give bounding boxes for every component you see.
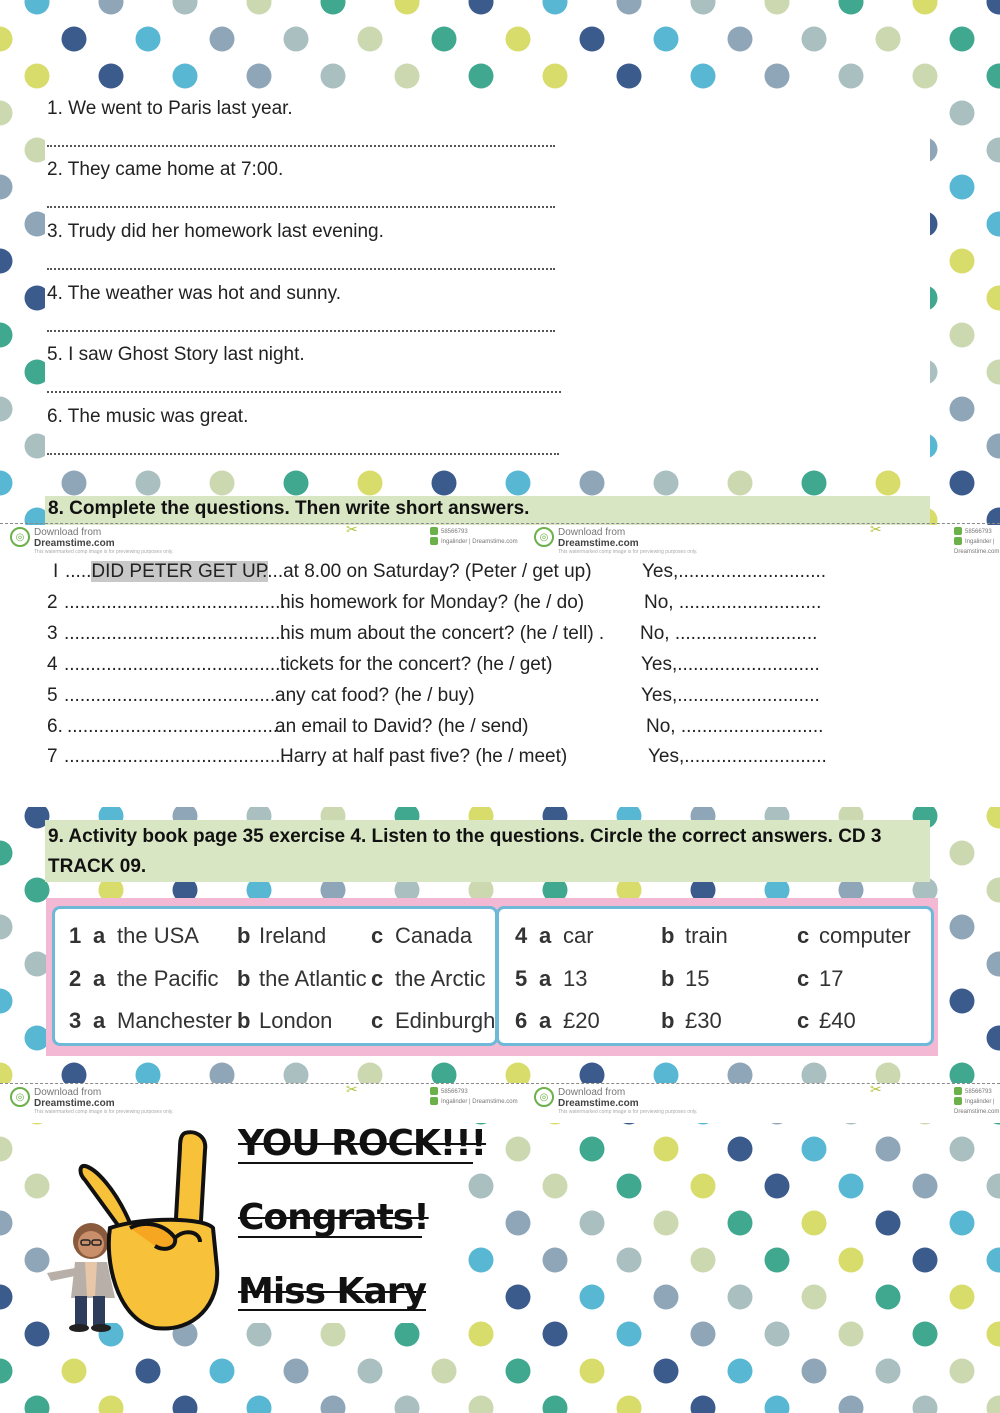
short-answer[interactable]: Yes,........................... xyxy=(648,746,827,767)
polka-dot xyxy=(654,1359,679,1384)
scissors-icon: ✂ xyxy=(346,521,358,537)
polka-dot xyxy=(99,1396,124,1413)
polka-dot xyxy=(654,1137,679,1162)
question-stem: ....at 8.00 on Saturday? (Peter / get up) xyxy=(262,561,592,582)
polka-dot xyxy=(469,1174,494,1199)
polka-dot xyxy=(321,1396,346,1413)
option-a[interactable]: £20 xyxy=(563,1008,600,1033)
polka-dot xyxy=(728,1359,753,1384)
polka-dot xyxy=(580,1359,605,1384)
polka-dot xyxy=(543,1322,568,1347)
polka-dot xyxy=(950,1211,975,1236)
signoff-underline-1 xyxy=(238,1162,473,1164)
section-8-heading: 8. Complete the questions. Then write short answers. xyxy=(45,496,930,525)
polka-dot xyxy=(987,878,1000,903)
polka-dot xyxy=(469,1322,494,1347)
polka-dot xyxy=(876,1285,901,1310)
polka-dot xyxy=(506,1137,531,1162)
question-blank[interactable]: .....DID PETER GET UP xyxy=(65,561,269,582)
watermark-id: 58566793 Ingalinder | Dreamstime.com xyxy=(430,1087,518,1107)
wm-line1: Download from xyxy=(34,527,102,538)
polka-dot xyxy=(25,1396,50,1413)
question-blank[interactable]: ........................................... xyxy=(64,623,291,644)
question-stem: Harry at half past five? (he / meet) xyxy=(280,746,568,767)
polka-dot xyxy=(543,1396,568,1413)
option-b[interactable]: 15 xyxy=(685,966,710,991)
polka-dot xyxy=(432,1359,457,1384)
polka-dot xyxy=(580,1285,605,1310)
polka-dot xyxy=(247,1396,272,1413)
polka-dot xyxy=(728,1137,753,1162)
polka-dot xyxy=(987,952,1000,977)
sentence-3: 3. Trudy did her homework last evening. xyxy=(47,221,384,242)
wm-line1: Download from xyxy=(34,1087,102,1098)
polka-dot xyxy=(469,1248,494,1273)
polka-dot xyxy=(506,1285,531,1310)
polka-dot xyxy=(136,1359,161,1384)
answer-options-box xyxy=(46,898,938,1056)
short-answer[interactable]: Yes,........................... xyxy=(641,654,820,675)
polka-dot xyxy=(765,1322,790,1347)
dreamstime-logo-icon: ◎ xyxy=(10,527,30,547)
polka-dot xyxy=(802,1285,827,1310)
signoff-underline-3 xyxy=(238,1309,426,1311)
question-blank[interactable]: ........................................... xyxy=(64,592,291,613)
option-b[interactable]: Ireland xyxy=(259,923,327,948)
question-number: 7 xyxy=(47,746,58,767)
option-b[interactable]: train xyxy=(685,923,728,948)
watermark-id: 58566793 Ingalinder | Dreamstime.com xyxy=(430,527,518,547)
polka-dot xyxy=(802,1359,827,1384)
polka-dot xyxy=(0,989,13,1014)
short-answer[interactable]: No, ........................... xyxy=(646,716,824,737)
polka-dot xyxy=(691,1248,716,1273)
option-c[interactable]: 17 xyxy=(819,966,844,991)
watermark-id: 58566793 Ingalinder | Dreamstime.com xyxy=(954,529,1000,555)
short-answer[interactable]: Yes,........................... xyxy=(641,685,820,706)
polka-dot xyxy=(543,1174,568,1199)
question-number: 2 xyxy=(47,592,58,613)
polka-dot xyxy=(839,1248,864,1273)
polka-dot xyxy=(802,1137,827,1162)
polka-dot xyxy=(395,1396,420,1413)
question-stem: any cat food? (he / buy) xyxy=(275,685,475,706)
option-a[interactable]: the Pacific xyxy=(117,966,219,991)
sentence-1: 1. We went to Paris last year. xyxy=(47,98,293,119)
wm-line1: Download from xyxy=(558,1087,626,1098)
polka-dot xyxy=(617,1396,642,1413)
scissors-icon: ✂ xyxy=(870,1081,882,1097)
watermark-badge xyxy=(534,1087,697,1115)
polka-dot xyxy=(839,1322,864,1347)
filled-answer: DID PETER GET UP xyxy=(91,561,269,582)
option-c[interactable]: Canada xyxy=(395,923,473,948)
polka-dot xyxy=(728,1211,753,1236)
question-number: I xyxy=(53,561,59,582)
polka-dot xyxy=(913,1174,938,1199)
polka-dot xyxy=(691,1396,716,1413)
question-stem: an email to David? (he / send) xyxy=(275,716,529,737)
polka-dot xyxy=(358,1359,383,1384)
option-c[interactable]: computer xyxy=(819,923,911,948)
polka-dot xyxy=(876,1137,901,1162)
polka-dot xyxy=(580,1137,605,1162)
polka-dot xyxy=(0,1359,13,1384)
wm-line3: This watermarked comp image is for previewing purposes only. xyxy=(558,1109,698,1115)
option-b[interactable]: £30 xyxy=(685,1008,722,1033)
short-answer[interactable]: No, ........................... xyxy=(644,592,822,613)
question-stem: his homework for Monday? (he / do) xyxy=(280,592,585,613)
question-number: 4 xyxy=(47,654,58,675)
polka-dot xyxy=(765,1248,790,1273)
wm-line3: This watermarked comp image is for previewing purposes only. xyxy=(558,549,698,555)
section-9-heading: 9. Activity book page 35 exercise 4. Listen to the questions. Circle the correct answers. CD 3 TRACK 09. xyxy=(45,820,930,882)
polka-dot xyxy=(950,1137,975,1162)
wm-line2: Dreamstime.com xyxy=(34,538,115,549)
option-c[interactable]: the Arctic xyxy=(395,966,486,991)
wm-line2: Dreamstime.com xyxy=(558,538,639,549)
question-number: 6. xyxy=(47,716,63,737)
scissors-icon: ✂ xyxy=(346,1081,358,1097)
polka-dot xyxy=(506,1211,531,1236)
wm-line1: Download from xyxy=(558,527,626,538)
polka-dot xyxy=(987,1248,1000,1273)
polka-dot xyxy=(0,1137,13,1162)
polka-dot xyxy=(62,1359,87,1384)
polka-dot xyxy=(173,1396,198,1413)
sentence-4: 4. The weather was hot and sunny. xyxy=(47,283,341,304)
option-a[interactable]: Manchester xyxy=(117,1008,232,1033)
polka-dot xyxy=(617,1248,642,1273)
polka-dot xyxy=(950,915,975,940)
short-answer[interactable]: Yes,............................ xyxy=(642,561,827,582)
polka-dot xyxy=(580,1211,605,1236)
polka-dot xyxy=(284,1359,309,1384)
polka-dot xyxy=(913,1248,938,1273)
polka-dot xyxy=(617,1322,642,1347)
polka-dot xyxy=(395,1322,420,1347)
polka-dot xyxy=(728,1285,753,1310)
wm-line3: This watermarked comp image is for previewing purposes only. xyxy=(34,549,174,555)
polka-dot xyxy=(839,1174,864,1199)
option-a[interactable]: 13 xyxy=(563,966,588,991)
wm-line3: This watermarked comp image is for previewing purposes only. xyxy=(34,1109,174,1115)
polka-dot xyxy=(950,1285,975,1310)
polka-dot xyxy=(876,1359,901,1384)
polka-dot xyxy=(987,1322,1000,1347)
option-c[interactable]: Edinburgh xyxy=(395,1008,496,1033)
question-blank[interactable]: ........................................... xyxy=(64,654,291,675)
rock-hand-icon xyxy=(35,1128,235,1338)
dreamstime-logo-icon: ◎ xyxy=(534,1087,554,1107)
polka-dot xyxy=(765,1174,790,1199)
watermark-badge xyxy=(10,1087,173,1115)
question-number: 3 xyxy=(47,623,58,644)
polka-dot xyxy=(987,1396,1000,1413)
polka-dot xyxy=(654,1285,679,1310)
question-stem: his mum about the concert? (he / tell) . xyxy=(280,623,605,644)
signoff-you-rock: YOU ROCK!!! xyxy=(238,1123,487,1164)
polka-dot xyxy=(0,841,13,866)
polka-dot xyxy=(765,1396,790,1413)
polka-dot xyxy=(987,1174,1000,1199)
polka-dot xyxy=(654,1211,679,1236)
polka-dot xyxy=(876,1211,901,1236)
question-blank[interactable]: ......................................... xyxy=(67,716,284,737)
polka-dot xyxy=(543,1248,568,1273)
question-stem: tickets for the concert? (he / get) xyxy=(280,654,553,675)
polka-dot xyxy=(210,1359,235,1384)
teacher-avatar-icon xyxy=(47,1223,115,1332)
option-a[interactable]: car xyxy=(563,923,594,948)
sentence-6: 6. The music was great. xyxy=(47,406,249,427)
polka-dot xyxy=(469,1396,494,1413)
options-panel-right: 4 a car b train c computer 5 a 13 b 15 c 17 6 a £20 b £30 c £40 xyxy=(496,906,934,1046)
polka-dot xyxy=(691,1322,716,1347)
watermark-id: 58566793 Ingalinder | Dreamstime.com xyxy=(954,1089,1000,1115)
question-number: 5 xyxy=(47,685,58,706)
polka-dot xyxy=(950,1359,975,1384)
wm-line2: Dreamstime.com xyxy=(34,1098,115,1109)
polka-dot xyxy=(0,915,13,940)
sentence-2: 2. They came home at 7:00. xyxy=(47,159,284,180)
signoff-congrats: Congrats! xyxy=(238,1197,429,1238)
polka-dot xyxy=(913,1396,938,1413)
option-c[interactable]: £40 xyxy=(819,1008,856,1033)
signoff-underline-2 xyxy=(238,1236,422,1238)
polka-dot xyxy=(839,1396,864,1413)
polka-dot xyxy=(321,1322,346,1347)
option-b[interactable]: the Atlantic xyxy=(259,966,367,991)
wm-line2: Dreamstime.com xyxy=(558,1098,639,1109)
polka-dot xyxy=(247,1322,272,1347)
polka-dot xyxy=(950,841,975,866)
polka-dot xyxy=(506,1359,531,1384)
polka-dot xyxy=(987,1026,1000,1051)
watermark-strip-2 xyxy=(0,1083,1000,1123)
dreamstime-logo-icon: ◎ xyxy=(10,1087,30,1107)
sentence-5: 5. I saw Ghost Story last night. xyxy=(47,344,305,365)
option-a[interactable]: the USA xyxy=(117,923,199,948)
scissors-icon: ✂ xyxy=(870,521,882,537)
options-panel-left: 1 a the USA b Ireland c Canada 2 a the Pacific b the Atlantic c the Arctic 3 a Manchester b London c Edinburgh xyxy=(52,906,498,1046)
signoff-miss-kary: Miss Kary xyxy=(238,1271,426,1312)
polka-dot xyxy=(691,1174,716,1199)
polka-dot xyxy=(0,1211,13,1236)
polka-dot xyxy=(802,1211,827,1236)
polka-dot xyxy=(987,804,1000,829)
polka-dot xyxy=(617,1174,642,1199)
polka-dot xyxy=(950,989,975,1014)
polka-dot xyxy=(913,1322,938,1347)
question-blank[interactable]: ......................................... xyxy=(64,685,281,706)
option-b[interactable]: London xyxy=(259,1008,333,1033)
dreamstime-logo-icon: ◎ xyxy=(534,527,554,547)
short-answer[interactable]: No, ........................... xyxy=(640,623,818,644)
question-blank[interactable]: ........................................... xyxy=(64,746,291,767)
polka-dot xyxy=(0,1285,13,1310)
cut-line xyxy=(0,1083,1000,1084)
